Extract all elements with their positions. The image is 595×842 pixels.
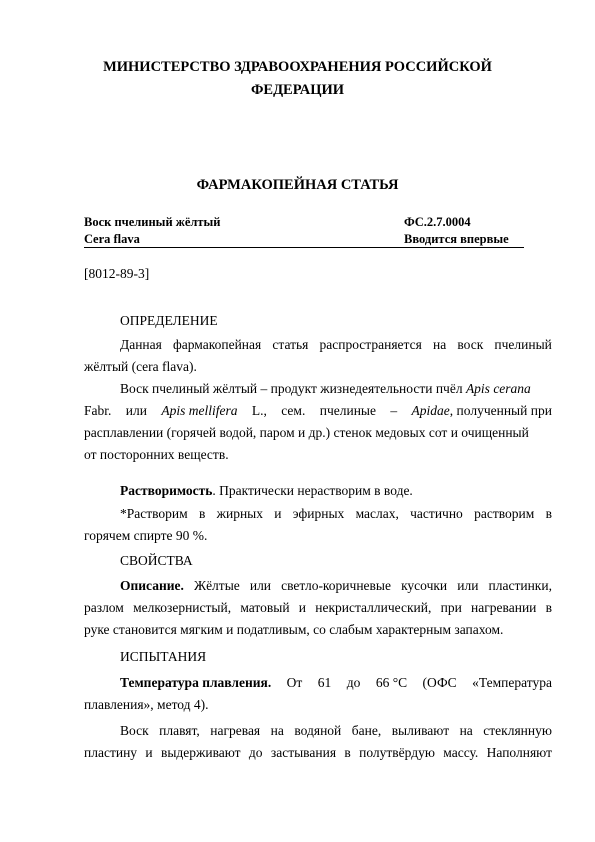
text-line [84, 503, 552, 525]
word: Наполняют [486, 745, 552, 760]
word: в [198, 506, 206, 521]
text-run: . Практически нерастворим в воде. [212, 483, 413, 498]
word: светло-коричневые [281, 578, 391, 593]
species-name: Apis mellifera [161, 403, 238, 418]
ministry-line-1: МИНИСТЕРСТВО ЗДРАВООХРАНЕНИЯ РОССИЙСКОЙ [103, 59, 492, 75]
text-line [84, 575, 552, 597]
word: на [459, 723, 473, 738]
substance-name-ru: Воск пчелиный жёлтый [84, 215, 221, 229]
solubility-label: Растворимость [120, 483, 213, 498]
word: в [545, 600, 552, 615]
text-line [84, 597, 552, 619]
text-line [84, 525, 552, 547]
word: массу. [443, 745, 479, 760]
text-run [120, 378, 531, 400]
text-line [84, 694, 552, 716]
label-bold: Температура плавления. [120, 675, 272, 690]
monograph-code: ФС.2.7.0004 [404, 215, 471, 229]
text-line [84, 480, 552, 502]
word: мелкозернистый, [133, 600, 232, 615]
word: до [346, 675, 361, 690]
text-run: Fabr. [84, 403, 112, 418]
word: на [270, 723, 284, 738]
word: или [457, 578, 479, 593]
ministry-line-2: ФЕДЕРАЦИИ [250, 82, 345, 98]
text-run [412, 400, 552, 422]
text-line: жёлтый (cera flava). [84, 359, 197, 374]
text-line [84, 400, 552, 422]
word: полутвёрдую [359, 745, 435, 760]
word: нагревая [210, 723, 261, 738]
word: некристаллический, [315, 600, 432, 615]
meta-underline [84, 247, 524, 248]
word: водяной [294, 723, 342, 738]
word: маслах, [355, 506, 399, 521]
text-run: L., [251, 403, 267, 418]
line-justified [84, 334, 552, 356]
text-run: , полученный при [449, 403, 552, 418]
text-line [84, 672, 552, 694]
text-run: пчелиные [319, 403, 376, 418]
family-name: Apidae [411, 403, 450, 418]
word: и [298, 600, 307, 615]
text-line [84, 720, 552, 742]
paragraph-origin [84, 378, 552, 466]
paragraph-solubility [84, 480, 552, 502]
paragraph-definition [84, 334, 552, 378]
word: или [249, 578, 272, 593]
text-run: плавления», метод 4). [84, 697, 209, 712]
word: при [440, 600, 462, 615]
word: застывания [270, 745, 337, 760]
introduction-status: Вводится впервые [404, 232, 509, 246]
section-tests: ИСПЫТАНИЯ [120, 649, 207, 664]
word: «Температура [472, 675, 552, 690]
text-run: сем. [281, 403, 306, 418]
word: бане, [351, 723, 382, 738]
text-line [84, 378, 552, 400]
word: разлом [84, 600, 124, 615]
word: пластинки, [488, 578, 552, 593]
text-run: Воск пчелиный жёлтый – продукт жизнедеятельности пчёл [120, 381, 466, 396]
text-run: или [125, 403, 147, 418]
word: Жёлтые [193, 578, 240, 593]
word: матовый [240, 600, 290, 615]
text-line [84, 444, 552, 466]
section-properties: СВОЙСТВА [120, 553, 193, 568]
word: пластину [84, 745, 138, 760]
word: 61 [317, 675, 332, 690]
text-run: горячем спирте 90 %. [84, 528, 208, 543]
word: статья [272, 337, 309, 352]
word: пчелиный [494, 337, 552, 352]
word: в [344, 745, 351, 760]
word: распространяется [319, 337, 422, 352]
word: выдерживают [160, 745, 241, 760]
word: выливают [391, 723, 450, 738]
word: частично [410, 506, 463, 521]
word: и [274, 506, 282, 521]
section-definition: ОПРЕДЕЛЕНИЕ [120, 313, 218, 328]
word: жирных [216, 506, 263, 521]
word: фармакопейная [173, 337, 262, 352]
word: воск [457, 337, 484, 352]
cas-number: [8012-89-3] [84, 266, 150, 281]
word: нагревании [471, 600, 537, 615]
text-line [84, 619, 552, 641]
text-run: расплавлении (горячей водой, паром и др.) стенок медовых сот и очищенный [84, 425, 529, 440]
word: Данная [120, 337, 162, 352]
word: плавят, [159, 723, 200, 738]
text-run: от посторонних веществ. [84, 447, 229, 462]
word: в [545, 506, 552, 521]
text-run: руке становится мягким и податливым, со слабым характерным запахом. [84, 622, 504, 637]
word: От [286, 675, 303, 690]
paragraph-solubility-note [84, 503, 552, 547]
paragraph-melting-point [84, 672, 552, 716]
text-run: – [390, 403, 398, 418]
word: до [248, 745, 263, 760]
species-name: Apis cerana [465, 381, 531, 396]
word: Воск [120, 723, 149, 738]
word: стеклянную [483, 723, 552, 738]
word: 66 °С [375, 675, 408, 690]
word: на [432, 337, 447, 352]
document-type-title: ФАРМАКОПЕЙНАЯ СТАТЬЯ [196, 177, 399, 193]
label-bold: Описание. [120, 578, 184, 593]
word: и [145, 745, 153, 760]
word: растворим [474, 506, 535, 521]
word: эфирных [292, 506, 345, 521]
text-line [84, 742, 552, 764]
substance-name-lat: Cera flava [84, 232, 140, 246]
word: (ОФС [422, 675, 457, 690]
ministry-header [0, 56, 595, 102]
meta-row-1 [84, 215, 524, 230]
meta-row-2 [84, 232, 524, 247]
word: кусочки [401, 578, 448, 593]
paragraph-method [84, 720, 552, 764]
text-line [84, 422, 552, 444]
paragraph-description [84, 575, 552, 641]
word: *Растворим [120, 506, 188, 521]
text-run [120, 480, 413, 502]
